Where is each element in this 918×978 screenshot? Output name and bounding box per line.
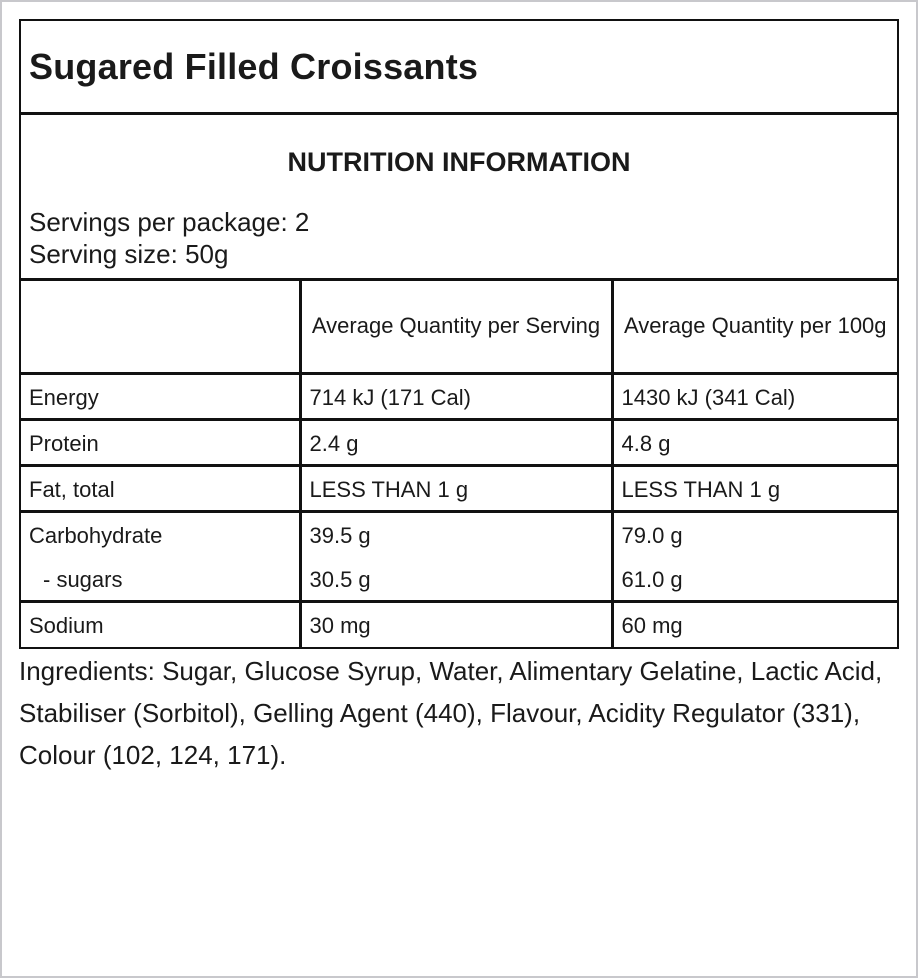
per-100g-value: 4.8 g — [612, 419, 897, 465]
per-serving-value: LESS THAN 1 g — [300, 465, 612, 511]
per-serving-cell — [300, 511, 612, 601]
per-serving-value: 714 kJ (171 Cal) — [300, 373, 612, 419]
per-100g-value: LESS THAN 1 g — [612, 465, 897, 511]
per-serving-value: 30.5 g — [309, 566, 371, 592]
header-per-100g: Average Quantity per 100g — [612, 281, 897, 373]
table-row-protein — [21, 419, 897, 465]
per-100g-value: 61.0 g — [621, 566, 683, 592]
per-100g-value: 60 mg — [621, 612, 683, 638]
per-100g-cell — [612, 511, 897, 601]
serving-size: Serving size: 50g — [29, 239, 229, 269]
nutrition-panel — [19, 19, 899, 649]
table-row-energy — [21, 373, 897, 419]
table-header-row — [21, 281, 897, 373]
nutrient-name: Sodium — [21, 601, 300, 647]
title-row — [21, 21, 897, 115]
header-nutrient — [21, 281, 300, 373]
nutrient-name-cell — [21, 511, 300, 601]
table-row-sodium — [21, 601, 897, 647]
per-100g-value: 79.0 g — [621, 522, 683, 548]
per-100g-value: 1430 kJ (341 Cal) — [612, 373, 897, 419]
sub-nutrient-name: - sugars — [43, 566, 123, 592]
nutrition-info-block — [21, 115, 897, 281]
nutrient-name: Carbohydrate — [29, 522, 163, 548]
nutrition-heading: NUTRITION INFORMATION — [287, 147, 631, 177]
nutrient-name: Energy — [21, 373, 300, 419]
table-row-carbohydrate — [21, 511, 897, 601]
nutrient-name: Fat, total — [21, 465, 300, 511]
ingredients-text: Ingredients: Sugar, Glucose Syrup, Water, Alimentary Gelatine, Lactic Acid, Stabiliser (Sorbitol), Gelling Agent (440), Flavour, Acidity Regulator (331), Colour (102, 124, 171). — [19, 656, 883, 770]
per-serving-value: 2.4 g — [300, 419, 612, 465]
header-per-serving: Average Quantity per Serving — [300, 281, 612, 373]
product-title: Sugared Filled Croissants — [29, 45, 479, 87]
servings-per-package: Servings per package: 2 — [29, 207, 310, 237]
per-serving-value: 30 mg — [300, 601, 612, 647]
per-serving-value: 39.5 g — [309, 522, 371, 548]
nutrient-name: Protein — [21, 419, 300, 465]
nutrition-table — [21, 281, 897, 647]
table-row-fat — [21, 465, 897, 511]
